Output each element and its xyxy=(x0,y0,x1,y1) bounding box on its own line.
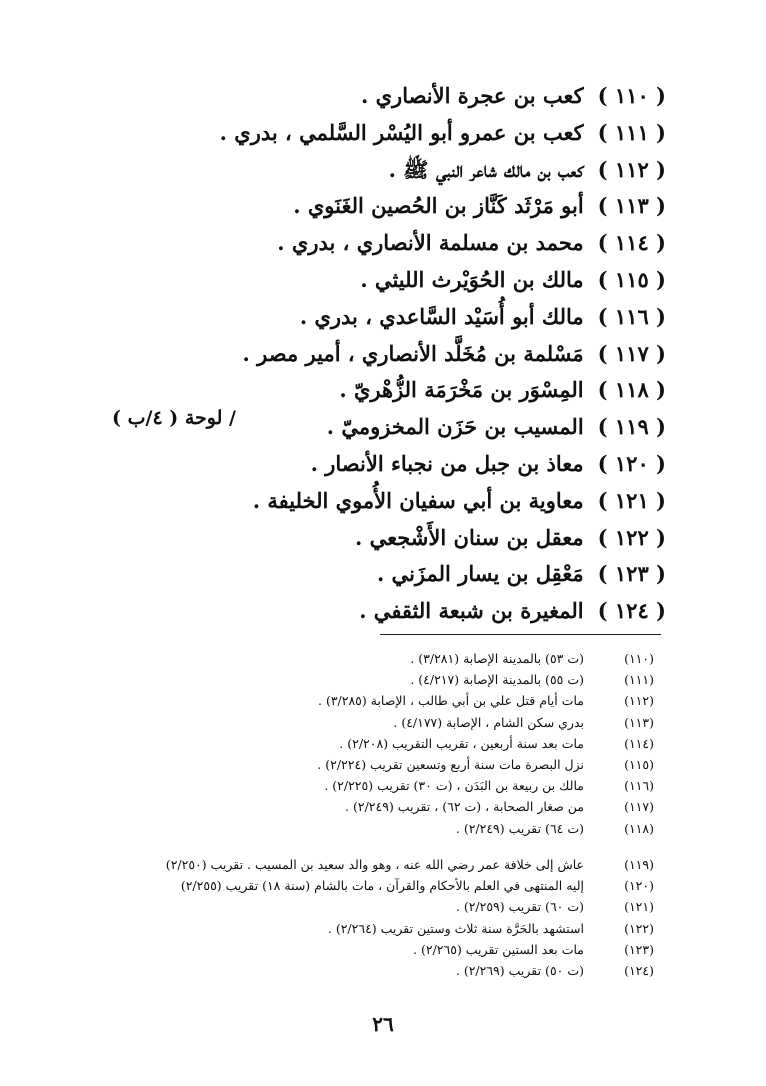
footnote xyxy=(94,712,654,733)
list-item xyxy=(106,336,666,373)
entry-text: محمد بن مسلمة الأنصاري ، بدري . xyxy=(277,230,584,256)
footnote xyxy=(94,775,654,796)
entry-text: معقل بن سنان الأَشْجعي . xyxy=(355,524,584,550)
list-item xyxy=(106,593,666,630)
footnote-text: من صغار الصحابة ، (ت ٦٢) ، تقريب (٢/٢٤٩) . xyxy=(345,799,584,815)
list-item xyxy=(106,299,666,336)
footnote-number: (١٢٤) xyxy=(624,962,654,978)
entry-text: أبو مَرْثَد كَنَّاز بن الحُصين الغَنَوي . xyxy=(293,193,584,219)
entry-number: ( ١١٧ ) xyxy=(597,340,666,366)
footnote-text: مات أيام قتل علي بن أبي طالب ، الإصابة (٣/٢٨٥) . xyxy=(318,693,584,709)
footnote xyxy=(94,875,654,896)
entry-number: ( ١١٢ ) xyxy=(597,156,666,182)
footnote-text: نزل البصرة مات سنة أربع وتسعين تقريب (٢/٢٢٤) . xyxy=(317,756,584,772)
entry-text: مَسْلمة بن مُخَلَّد الأنصاري ، أمير مصر . xyxy=(242,340,584,366)
entry-text: معاوية بن أبي سفيان الأُموي الخليفة . xyxy=(252,487,584,513)
footnote-number: (١١٣) xyxy=(624,714,654,730)
entry-number: ( ١١١ ) xyxy=(597,119,666,145)
footnote-text: (ت ٥٠) تقريب (٢/٢٦٩) . xyxy=(455,962,584,978)
footnote-text: بدري سكن الشام ، الإصابة (٤/١٧٧) . xyxy=(393,714,584,730)
footnote xyxy=(94,918,654,939)
entry-number: ( ١١٠ ) xyxy=(597,83,666,108)
entry-text: مالك بن الحُوَيْرث الليثي . xyxy=(360,266,584,292)
footnote xyxy=(94,733,654,754)
footnotes-group-b xyxy=(94,854,654,981)
footnote-number: (١١٧) xyxy=(624,799,654,815)
entry-text: مَعْقِل بن يسار المزَني . xyxy=(376,561,584,587)
footnote-number: (١٢٠) xyxy=(624,878,654,894)
entry-number: ( ١٢١ ) xyxy=(597,487,666,513)
footnotes-group-a xyxy=(94,648,654,839)
footnote-separator xyxy=(380,634,661,635)
entry-number: ( ١١٣ ) xyxy=(597,193,666,219)
entry-number: ( ١٢٣ ) xyxy=(597,561,666,587)
footnote-number: (١٢٣) xyxy=(624,941,654,957)
footnote-number: (١١٦) xyxy=(624,778,654,794)
footnote-number: (١١٠) xyxy=(624,651,654,666)
footnote-text: عاش إلى خلافة عمر رضي الله عنه ، وهو والد سعيد بن المسيب . تقريب (٢/٢٥٠) xyxy=(165,857,584,872)
entry-text: كعب بن مالك شاعر النبي ﷺ . xyxy=(388,156,584,182)
footnote xyxy=(94,754,654,775)
footnote-text: مات بعد سنة أربعين ، تقريب التقريب (٢/٢٠٨) . xyxy=(339,735,584,751)
footnote-text: (ت ٥٣) بالمدينة الإصابة (٣/٢٨١) . xyxy=(410,651,584,666)
footnote-text: (ت ٥٥) بالمدينة الإصابة (٤/٢١٧) . xyxy=(410,672,584,688)
entry-text: المغيرة بن شبعة الثقفي . xyxy=(359,598,584,624)
footnote xyxy=(94,796,654,817)
list-item xyxy=(106,483,666,520)
footnote-number: (١١٩) xyxy=(624,857,654,872)
list-item xyxy=(106,262,666,299)
footnote xyxy=(94,960,654,981)
entry-text: المسيب بن حَزَن المخزوميّ . xyxy=(326,414,584,440)
footnote-text: (ت ٦٠) تقريب (٢/٢٥٩) . xyxy=(455,899,584,915)
page-number: ٢٦ xyxy=(372,1012,394,1036)
list-item xyxy=(106,78,666,115)
footnote-text: (ت ٦٤) تقريب (٢/٢٤٩) . xyxy=(455,820,584,836)
footnote-number: (١١٢) xyxy=(624,693,654,709)
entry-number: ( ١٢٠ ) xyxy=(597,450,666,476)
entry-text: كعب بن عجرة الأنصاري . xyxy=(361,83,584,108)
entry-text: كعب بن عمرو أبو اليُسْر السَّلمي ، بدري . xyxy=(219,119,584,145)
entry-number: ( ١٢٤ ) xyxy=(597,598,666,624)
companion-list xyxy=(106,78,666,630)
footnote xyxy=(94,690,654,711)
list-item xyxy=(106,225,666,262)
entry-number: ( ١١٥ ) xyxy=(597,266,666,292)
footnote-number: (١١١) xyxy=(624,672,654,688)
list-item xyxy=(106,152,666,189)
footnote xyxy=(94,896,654,917)
entry-text: المِسْوَر بن مَخْرَمَة الزُّهْريّ . xyxy=(339,377,584,403)
list-item xyxy=(106,115,666,152)
footnote-number: (١١٤) xyxy=(624,735,654,751)
manuscript-folio-note: / لوحة ( ٤/ب ) xyxy=(112,407,236,429)
footnote-number: (١٢١) xyxy=(624,899,654,915)
footnote-text: إليه المنتهى في العلم بالأحكام والقرآن ، مات بالشام (سنة ١٨) تقريب (٢/٢٥٥) xyxy=(180,878,584,894)
footnote xyxy=(94,854,654,875)
entry-number: ( ١١٩ ) xyxy=(597,414,666,440)
footnote-number: (١١٥) xyxy=(624,756,654,772)
entry-number: ( ١١٦ ) xyxy=(597,303,666,329)
footnote xyxy=(94,939,654,960)
entry-number: ( ١١٤ ) xyxy=(597,230,666,256)
footnote-number: (١٢٢) xyxy=(624,920,654,936)
list-item xyxy=(106,520,666,557)
entry-number: ( ١١٨ ) xyxy=(597,377,666,403)
footnote xyxy=(94,648,654,669)
footnote-text: مات بعد الستين تقريب (٢/٢٦٥) . xyxy=(413,941,584,957)
entry-text: مالك أبو أُسَيْد السَّاعدي ، بدري . xyxy=(299,303,584,329)
list-item xyxy=(106,188,666,225)
footnote-number: (١١٨) xyxy=(624,820,654,836)
footnote xyxy=(94,818,654,839)
footnote-text: مالك بن ربيعة بن البَدَن ، (ت ٣٠) تقريب (٢/٢٢٥) . xyxy=(324,778,584,794)
entry-number: ( ١٢٢ ) xyxy=(597,524,666,550)
footnote-text: استشهد بالحَرَّة سنة ثلاث وستين تقريب (٢/٢٦٤) . xyxy=(327,920,584,936)
list-item xyxy=(106,556,666,593)
entry-text: معاذ بن جبل من نجباء الأنصار . xyxy=(310,450,584,476)
list-item xyxy=(106,446,666,483)
footnote xyxy=(94,669,654,690)
